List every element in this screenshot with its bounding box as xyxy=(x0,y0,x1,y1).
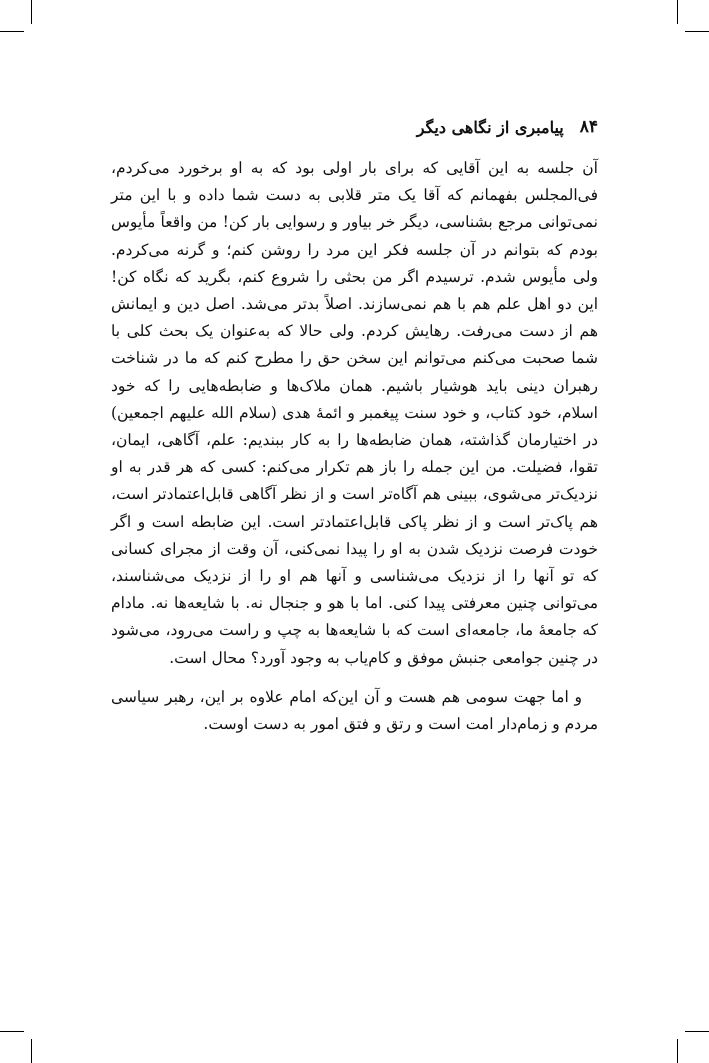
paragraph-1: آن جلسه به این آقایی که برای بار اولی بود که به او برخورد می‌کردم، فی‌المجلس بفهمانم که آقا یک متر قلابی به دست شما داده و با این متر نمی‌توانی مرجع بشناسی، دیگر خر بیاور و رسوایی بار کن! من واقعاً مأیوس بودم که بتوانم در آن جلسه فکر این مرد را روشن کنم؛ و گرنه می‌کردم. ولی مأیوس شدم. ترسیدم اگر من بحثی را شروع کنم، بگرید که نگاه کن! این دو اهل علم هم با هم نمی‌سازند. اصلاً بدتر می‌شد. اصل دین و ایمانش هم از دست می‌رفت. رهایش کردم. ولی حالا که به‌عنوان یک بحث کلی با شما صحبت می‌کنم می‌توانم این سخن حق را مطرح کنم که ما در شناخت رهبران دینی باید هوشیار باشیم. همان ملاک‌ها و ضابطه‌هایی را که خود اسلام، خود کتاب، و خود سنت پیغمبر و ائمهٔ هدی (سلام الله علیهم اجمعین) در اختیارمان گذاشته، همان ضابطه‌ها را به کار ببندیم: علم، آگاهی، ایمان، تقوا، فضیلت. من این جمله را باز هم تکرار می‌کنم: کسی که هر قدر به او نزدیک‌تر می‌شوی، ببینی هم آگاه‌تر است و از نظر آگاهی قابل‌اعتمادتر است، هم پاک‌تر است و از نظر پاکی قابل‌اعتمادتر است. این ضابطه است و اگر خودت فرصت نزدیک شدن به او را پیدا نمی‌کنی، آن وقت از مجرای کسانی که تو آنها را از نزدیک می‌شناسی و آنها هم او را از نزدیک می‌شناسند، می‌توانی چنین معرفتی پیدا کنی. اما با هو و جنجال نه. با شایعه‌ها نه. مادام که جامعهٔ ما، جامعه‌ای است که با شایعه‌ها به چپ و راست می‌رود، می‌شود در چنین جوامعی جنبش موفق و کام‌یاب به وجود آورد؟ محال است. xyxy=(111,159,598,667)
crop-mark-bottom-left xyxy=(0,1031,24,1032)
crop-mark-top-right-vertical xyxy=(677,0,678,24)
crop-mark-bottom-right-vertical xyxy=(677,1039,678,1063)
crop-mark-top-right xyxy=(685,31,709,32)
paragraph-2: و اما جهت سومی هم هست و آن این‌که امام علاوه بر این، رهبر سیاسی مردم و زمام‌دار امت است و رتق و فتق امور به دست اوست. xyxy=(111,687,598,734)
crop-mark-top-left xyxy=(0,31,24,32)
page-number: ۸۴ xyxy=(579,117,598,137)
running-header xyxy=(111,112,598,142)
crop-mark-bottom-right xyxy=(685,1031,709,1032)
crop-mark-bottom-left-vertical xyxy=(31,1039,32,1063)
book-title: پیامبری از نگاهی دیگر xyxy=(416,117,564,137)
page-body xyxy=(111,155,598,738)
crop-mark-top-left-vertical xyxy=(31,0,32,24)
